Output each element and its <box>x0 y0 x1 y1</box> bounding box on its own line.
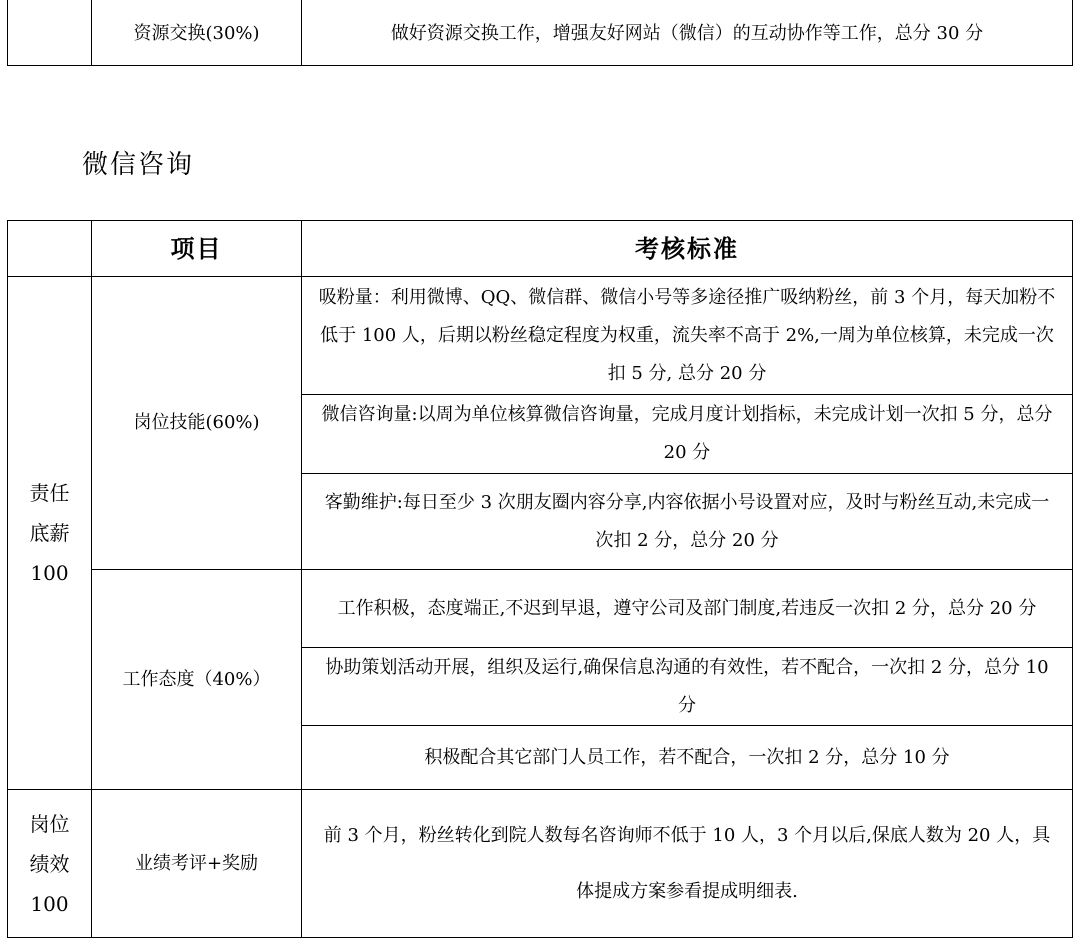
standard-cell: 协助策划活动开展，组织及运行,确保信息沟通的有效性，若不配合，一次扣 2 分，总分 10 分 <box>302 648 1073 726</box>
table-row <box>8 790 1073 938</box>
item-cell: 业绩考评+奖励 <box>92 790 302 938</box>
standard-cell: 吸粉量：利用微博、QQ、微信群、微信小号等多途径推广吸纳粉丝，前 3 个月，每天加粉不低于 100 人，后期以粉丝稳定程度为权重，流失率不高于 2%,一周为单位核算，未完成一次扣 5 分, 总分 20 分 <box>302 277 1073 395</box>
item-cell: 工作态度（40%） <box>92 570 302 790</box>
category-label: 责任 <box>29 481 70 505</box>
category-cell <box>8 277 92 790</box>
section-heading: 微信咨询 <box>82 150 195 180</box>
table-row <box>8 0 1073 66</box>
category-label: 绩效 <box>29 851 70 876</box>
category-label: 岗位 <box>29 811 70 836</box>
empty-header-cell <box>8 221 92 277</box>
item-cell: 岗位技能(60%) <box>92 277 302 570</box>
item-cell: 资源交换(30%) <box>92 0 302 66</box>
empty-cell <box>8 0 92 66</box>
table-row <box>8 570 1073 648</box>
standard-cell: 前 3 个月，粉丝转化到院人数每名咨询师不低于 10 人，3 个月以后,保底人数为 20 人，具体提成方案参看提成明细表. <box>302 790 1073 938</box>
category-cell <box>8 790 92 938</box>
previous-table-fragment <box>7 0 1073 66</box>
standard-cell: 客勤维护:每日至少 3 次朋友圈内容分享,内容依据小号设置对应，及时与粉丝互动,未完成一次扣 2 分，总分 20 分 <box>302 474 1073 570</box>
table-row <box>8 277 1073 395</box>
category-label: 底薪 <box>29 521 70 545</box>
standard-cell: 工作积极，态度端正,不迟到早退，遵守公司及部门制度,若违反一次扣 2 分，总分 20 分 <box>302 570 1073 648</box>
standard-cell: 积极配合其它部门人员工作，若不配合，一次扣 2 分，总分 10 分 <box>302 726 1073 790</box>
category-score: 100 <box>30 561 69 585</box>
standard-cell: 微信咨询量:以周为单位核算微信咨询量，完成月度计划指标，未完成计划一次扣 5 分，总分 20 分 <box>302 395 1073 474</box>
standard-cell: 做好资源交换工作，增强友好网站（微信）的互动协作等工作，总分 30 分 <box>302 0 1073 66</box>
standard-header: 考核标准 <box>302 221 1073 277</box>
table-header-row <box>8 221 1073 277</box>
assessment-table <box>7 220 1073 938</box>
category-score: 100 <box>30 891 69 916</box>
item-header: 项目 <box>92 221 302 277</box>
